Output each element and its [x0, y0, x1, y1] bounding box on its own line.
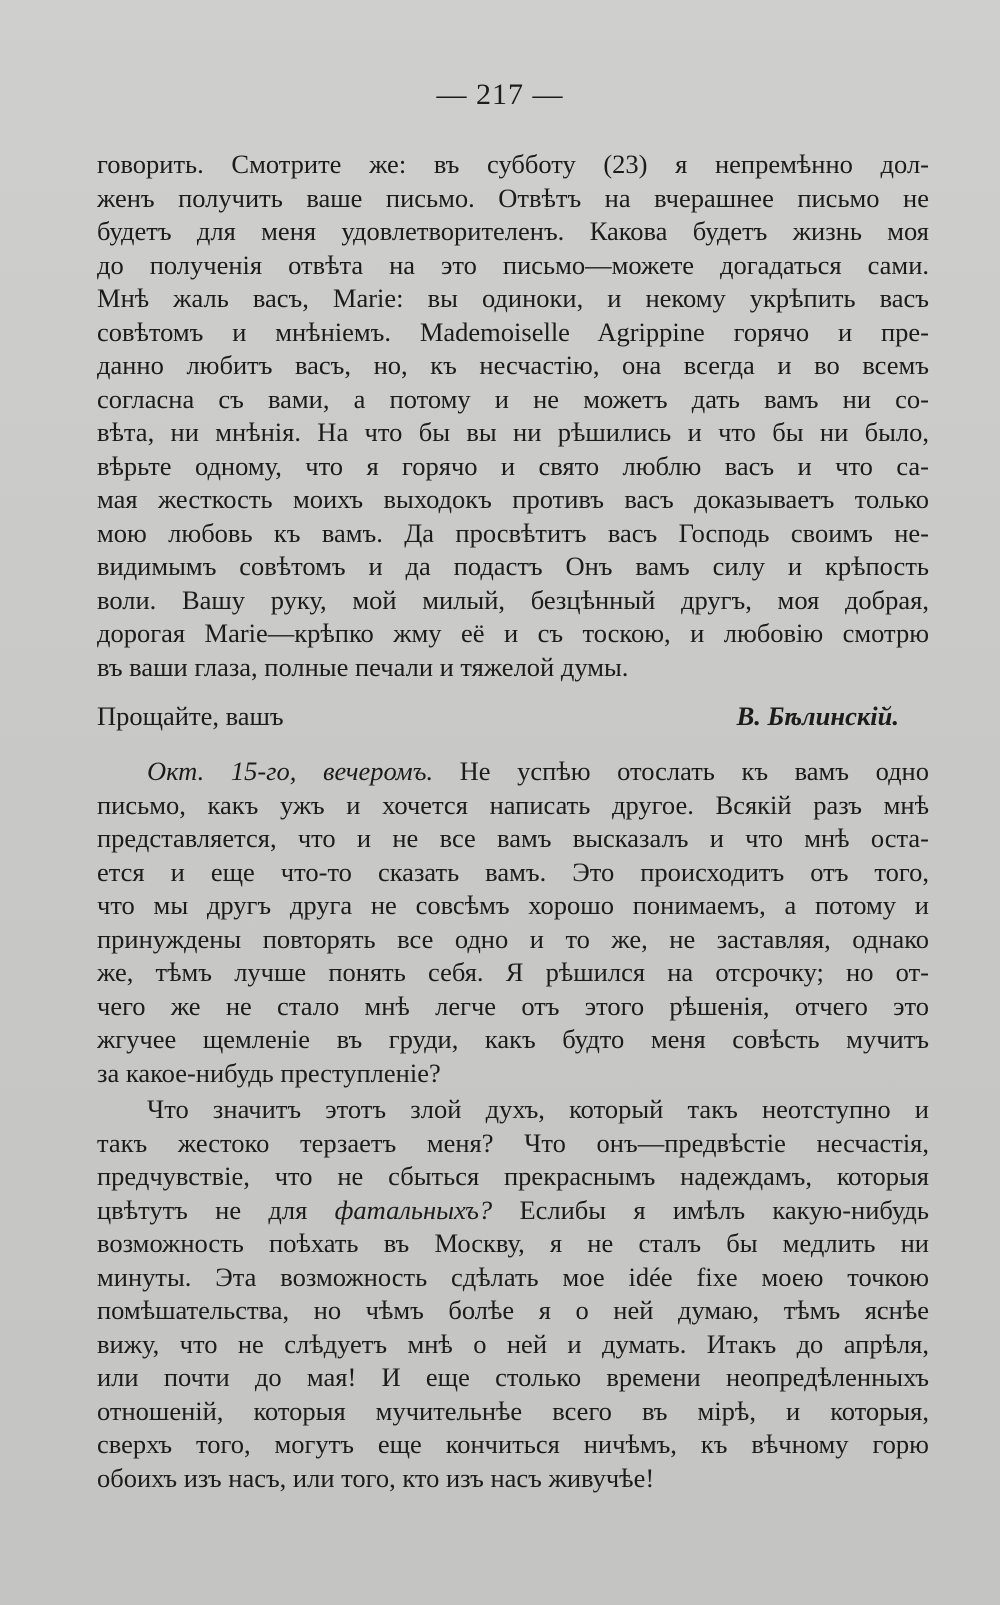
text-line: вѣрьте одному, что я горячо и свято люблю васъ и что са-: [97, 450, 929, 481]
text-line: же, тѣмъ лучше понять себя. Я рѣшился на отсрочку; но от-: [97, 957, 929, 987]
text-line: помѣшательства, но чѣмъ болѣе я о ней думаю, тѣмъ яснѣе: [97, 1295, 929, 1325]
text-span: цвѣтутъ не для: [97, 1194, 335, 1225]
text-line: что мы другъ друга не совсѣмъ хорошо понимаемъ, а потому и: [97, 890, 929, 920]
text-line: предчувствіе, что не сбыться прекраснымъ надеждамъ, которыя: [97, 1161, 929, 1191]
text-line: письмо, какъ ужъ и хочется написать другое. Всякій разъ мнѣ: [97, 789, 929, 820]
text-line: такъ жестоко терзаетъ меня? Что онъ—предвѣстіе несчастія,: [97, 1127, 929, 1158]
text-line: или почти до мая! И еще столько времени неопредѣленныхъ: [97, 1362, 929, 1392]
text-line: Мнѣ жаль васъ, Marie: вы одиноки, и некому укрѣпить васъ: [97, 283, 929, 313]
text-line: совѣтомъ и мнѣніемъ. Mademoiselle Agrippine горячо и пре-: [97, 316, 929, 347]
text-line: представляется, что и не все вамъ высказалъ и что мнѣ оста-: [97, 823, 929, 853]
italic-word: фатальныхъ?: [334, 1194, 493, 1225]
text-line: вижу, что не слѣдуетъ мнѣ о ней и думать. Итакъ до апрѣля,: [97, 1328, 929, 1359]
text-line: минуты. Эта возможность сдѣлать мое idée fixe моею точкою: [97, 1261, 929, 1292]
text-line: [97, 755, 929, 789]
text-line: обоихъ изъ насъ, или того, кто изъ насъ живучѣе!: [97, 1462, 655, 1493]
text-line: Что значитъ этотъ злой духъ, который такъ неотступно и: [147, 1094, 929, 1124]
text-line: [97, 1194, 929, 1228]
text-line: мая жесткость моихъ выходокъ противъ васъ доказываетъ только: [97, 484, 929, 514]
entry-date: Окт. 15-го, вечеромъ.: [147, 756, 434, 786]
text-line: возможность поѣхать въ Москву, я не сталъ бы медлить ни: [97, 1228, 929, 1258]
page-number: — 217 —: [436, 78, 564, 111]
text-line: будетъ для меня удовлетворителенъ. Какова будетъ жизнь моя: [97, 216, 929, 246]
signature-block: [97, 700, 929, 734]
text-line: воли. Вашу руку, мой милый, безцѣнный другъ, моя добрая,: [97, 584, 929, 615]
text-line: ется и еще что-то сказать вамъ. Это происходитъ отъ того,: [97, 856, 929, 887]
text-line: до полученія отвѣта на это письмо—можете догадаться сами.: [97, 249, 929, 280]
text-line: мою любовь къ вамъ. Да просвѣтитъ васъ Господь своимъ не-: [97, 517, 929, 548]
paragraph-letter-body: [97, 148, 929, 684]
text-line: въ ваши глаза, полные печали и тяжелой думы.: [97, 651, 629, 682]
text-line: жгучее щемленіе въ груди, какъ будто меня совѣсть мучитъ: [97, 1024, 929, 1054]
signature-closing: Прощайте, вашъ: [97, 701, 284, 731]
text-line: принуждены повторять все одно и то же, не заставляя, однако: [97, 923, 929, 954]
text-line: чего же не стало мнѣ легче отъ этого рѣшенія, отчего это: [97, 990, 929, 1021]
text-span: Не успѣю отослать къ вамъ одно: [433, 756, 929, 786]
text-line: согласна съ вами, а потому и не можетъ дать вамъ ни со-: [97, 383, 929, 414]
text-line: сверхъ того, могутъ еще кончиться ничѣмъ, къ вѣчному горю: [97, 1429, 929, 1459]
text-line: женъ получить ваше письмо. Отвѣтъ на вчерашнее письмо не: [97, 182, 929, 213]
text-span: Еслибы я имѣлъ какую-нибудь: [492, 1194, 929, 1225]
paragraph-evil-spirit: [97, 1093, 929, 1495]
text-line: отношеній, которыя мучительнѣе всего въ мірѣ, и которыя,: [97, 1395, 929, 1426]
text-line: дорогая Marie—крѣпко жму её и съ тоскою, и любовію смотрю: [97, 618, 929, 648]
text-line: вѣта, ни мнѣнія. На что бы вы ни рѣшились и что бы ни было,: [97, 417, 929, 447]
signature-name: В. Бѣлинскій.: [736, 701, 899, 731]
paragraph-october-entry: [97, 755, 929, 1090]
text-line: видимымъ совѣтомъ и да подастъ Онъ вамъ силу и крѣпость: [97, 551, 929, 581]
text-line: говорить. Смотрите же: въ субботу (23) я непремѣнно дол-: [97, 149, 929, 179]
text-line: данно любитъ васъ, но, къ несчастію, она всегда и во всемъ: [97, 350, 929, 380]
text-line: за какое-нибудь преступленіе?: [97, 1057, 441, 1088]
